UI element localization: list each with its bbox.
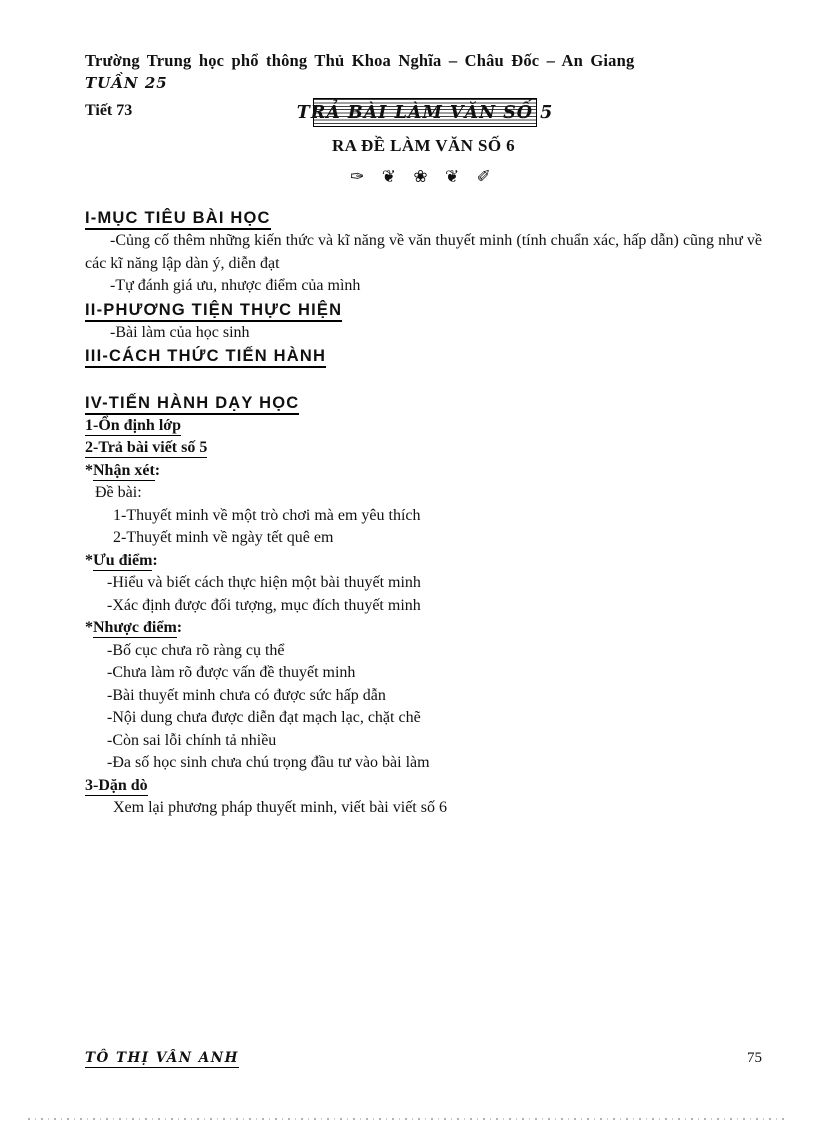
period-row	[85, 98, 762, 134]
lesson-subtitle: RA ĐỀ LÀM VĂN SỐ 6	[331, 136, 516, 155]
paragraph-bai-lam: -Bài làm của học sinh	[110, 323, 250, 341]
label-nhuoc-diem: *Nhược điểm:	[85, 619, 183, 636]
topic-2: 2-Thuyết minh về ngày tết quê em	[113, 529, 334, 546]
week-label: TUẦN 25	[85, 74, 168, 92]
uu-diem-item: -Xác định được đối tượng, mục đích thuyết minh	[107, 596, 421, 614]
paragraph-tu-danh-gia: -Tự đánh giá ưu, nhược điểm của mình	[110, 277, 361, 294]
lesson-title-box	[296, 98, 554, 127]
topic-1: 1-Thuyết minh về một trò chơi mà em yêu thích	[113, 506, 421, 524]
nhuoc-diem-item: -Còn sai lỗi chính tả nhiều	[107, 731, 277, 749]
ornament-dingbats-icon: ✑ ❦ ❀ ❦ ✐	[350, 167, 497, 187]
section-heading-cach-thuc: III-CÁCH THỨC TIẾN HÀNH	[85, 345, 762, 368]
uu-diem-item: -Hiểu và biết cách thực hiện một bài thuyết minh	[107, 574, 421, 591]
lesson-title: TRẢ BÀI LÀM VĂN SỐ 5	[296, 102, 554, 123]
paragraph-dan-do: Xem lại phương pháp thuyết minh, viết bài viết số 6	[113, 799, 447, 816]
nhuoc-diem-item: -Bố cục chưa rõ ràng cụ thể	[107, 641, 285, 659]
section-heading-phuong-tien: II-PHƯƠNG TIỆN THỰC HIỆN	[85, 299, 762, 322]
step-on-dinh-lop: 1-Ổn định lớp	[85, 416, 182, 434]
nhuoc-diem-item: -Nội dung chưa được diễn đạt mạch lạc, chặt chẽ	[107, 709, 421, 726]
nhuoc-diem-item: -Bài thuyết minh chưa có được sức hấp dẫn	[107, 686, 386, 704]
page-bottom-edge	[28, 1118, 788, 1120]
footer-page-number: 75	[747, 1050, 762, 1066]
step-tra-bai-viet: 2-Trả bài viết số 5	[85, 439, 208, 456]
document-content	[85, 50, 762, 820]
blank-line	[85, 368, 762, 391]
nhuoc-diem-item: -Chưa làm rõ được vấn đề thuyết minh	[107, 664, 356, 681]
paragraph-cung-co: -Củng cố thêm những kiến thức và kĩ năng về văn thuyết minh (tính chuẩn xác, hấp dẫn) cũng như về các kĩ năng lập dàn ý, diễn đạt	[85, 232, 762, 272]
label-de-bai: Đề bài:	[95, 484, 142, 501]
label-nhan-xet: *Nhận xét:	[85, 461, 161, 479]
nhuoc-diem-item: -Đa số học sinh chưa chú trọng đầu tư vào bài làm	[107, 754, 430, 771]
step-dan-do: 3-Dặn dò	[85, 776, 148, 794]
section-heading-tien-hanh-day-hoc: IV-TIẾN HÀNH DẠY HỌC	[85, 392, 762, 415]
section-heading-muc-tieu: I-MỤC TIÊU BÀI HỌC	[85, 207, 762, 230]
period-label: Tiết 73	[85, 102, 133, 119]
label-uu-diem: *Ưu điểm:	[85, 551, 158, 569]
school-name: Trường Trung học phổ thông Thủ Khoa Nghĩa – Châu Đốc – An Giang	[85, 51, 635, 70]
page-footer	[85, 1050, 762, 1068]
footer-author: TÔ THỊ VÂN ANH	[85, 1050, 239, 1066]
